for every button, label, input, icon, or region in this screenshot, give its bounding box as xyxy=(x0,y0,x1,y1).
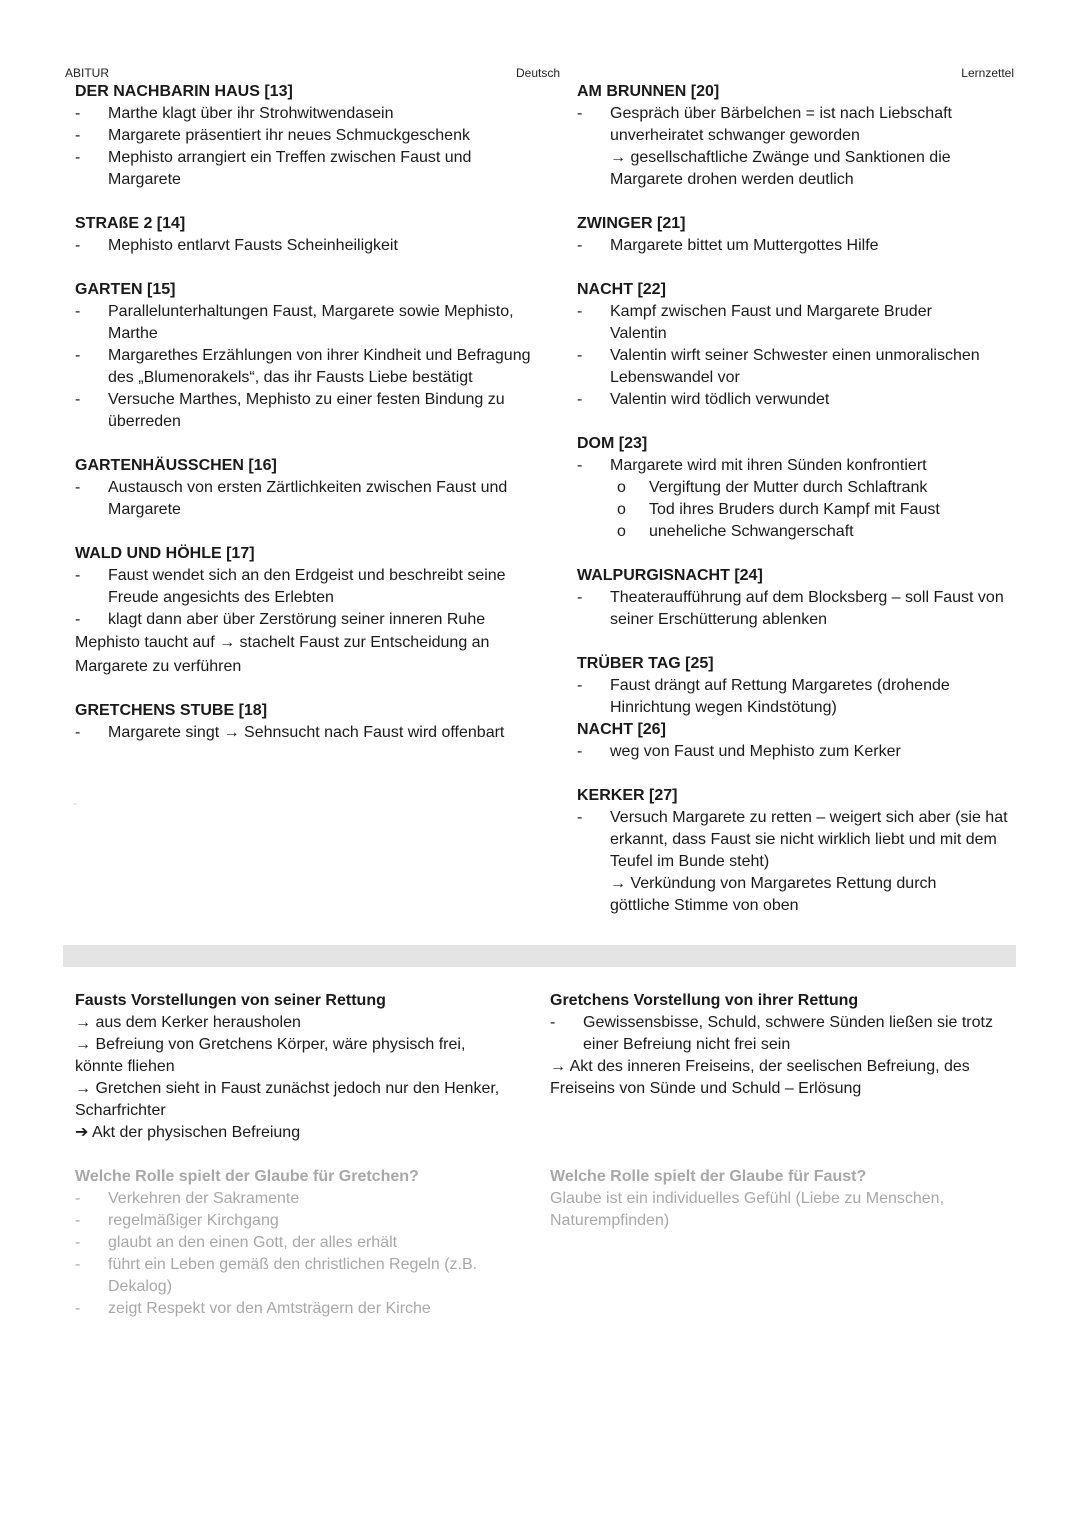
list-item: - Austausch von ersten Zärtlichkeiten zwischen Faust und Margarete xyxy=(75,479,508,518)
scene-title: WALD UND HÖHLE [17] xyxy=(75,545,255,562)
list-item: - Theateraufführung auf dem Blocksberg – soll Faust von seiner Erschütterung ablenken xyxy=(577,589,1004,628)
glaube-gretchen-block xyxy=(75,1166,525,1320)
header-center: Deutsch xyxy=(516,66,561,80)
list-item: - zeigt Respekt vor den Amtsträgern der Kirche xyxy=(75,1300,431,1317)
scene-15 xyxy=(75,279,555,433)
glaube-faust-block xyxy=(550,1166,970,1232)
block-line: Glaube ist ein individuelles Gefühl (Liebe zu Menschen, Naturempfinden) xyxy=(550,1190,945,1229)
list-item: - Valentin wirft seiner Schwester einen unmoralischen Lebenswandel vor xyxy=(577,347,980,386)
scene-title: AM BRUNNEN [20] xyxy=(577,83,720,100)
block-title: Gretchens Vorstellung von ihrer Rettung xyxy=(550,992,859,1009)
right-column xyxy=(577,81,1017,939)
block-title: Welche Rolle spielt der Glaube für Gretchen? xyxy=(75,1168,419,1185)
scene-23 xyxy=(577,433,1017,543)
block-title: Welche Rolle spielt der Glaube für Faust? xyxy=(550,1168,867,1185)
faust-rettung-block xyxy=(75,990,525,1144)
block-line: ➔ Akt der physischen Befreiung xyxy=(75,1124,301,1141)
scene-17 xyxy=(75,543,555,679)
list-item: - Gewissensbisse, Schuld, schwere Sünden ließen sie trotz einer Befreiung nicht frei sein xyxy=(550,1014,993,1053)
scene-26 xyxy=(577,719,1017,763)
list-item: - führt ein Leben gemäß den christlichen Regeln (z.B. Dekalog) xyxy=(75,1256,478,1295)
scene-27 xyxy=(577,785,1017,917)
list-item: - Margarete präsentiert ihr neues Schmuckgeschenk xyxy=(75,127,470,144)
list-item: - Parallelunterhaltungen Faust, Margarete sowie Mephisto, Marthe xyxy=(75,303,514,342)
list-item: - Margarete bittet um Muttergottes Hilfe xyxy=(577,237,879,254)
gretchen-rettung-block xyxy=(550,990,1005,1100)
scene-24 xyxy=(577,565,1017,631)
stray-mark: - xyxy=(73,796,77,810)
list-item: - Gespräch über Bärbelchen = ist nach Liebschaft unverheiratet schwanger geworden xyxy=(577,105,952,144)
section-divider xyxy=(63,945,1016,967)
list-item: - Margarete wird mit ihren Sünden konfrontiert xyxy=(577,457,927,474)
list-item: - Valentin wird tödlich verwundet xyxy=(577,391,830,408)
list-item: - Faust wendet sich an den Erdgeist und beschreibt seine Freude angesichts des Erlebten xyxy=(75,567,506,606)
list-item: - Kampf zwischen Faust und Margarete Bruder Valentin xyxy=(577,303,932,342)
scene-title: KERKER [27] xyxy=(577,787,678,804)
scene-title: GRETCHENS STUBE [18] xyxy=(75,702,268,719)
header-right: Lernzettel xyxy=(961,66,1014,80)
header-left: ABITUR xyxy=(65,66,110,80)
scene-title: GARTENHÄUSSCHEN [16] xyxy=(75,457,277,474)
scene-title: STRAßE 2 [14] xyxy=(75,215,186,232)
list-item: - glaubt an den einen Gott, der alles erhält xyxy=(75,1234,398,1251)
list-item: - Versuch Margarete zu retten – weigert sich aber (sie hat erkannt, dass Faust sie nicht wirklich liebt und mit dem Teufel im Bunde steht) xyxy=(577,809,1008,870)
block-line: → Befreiung von Gretchens Körper, wäre physisch frei, könnte fliehen xyxy=(75,1036,466,1075)
scene-25 xyxy=(577,653,1017,719)
scene-20 xyxy=(577,81,1017,191)
scene-title: ZWINGER [21] xyxy=(577,215,686,232)
list-item: - Versuche Marthes, Mephisto zu einer festen Bindung zu überreden xyxy=(75,391,505,430)
scene-title: NACHT [26] xyxy=(577,721,666,738)
list-item: - Margarethes Erzählungen von ihrer Kindheit und Befragung des „Blumenorakels“, das ihr Fausts Liebe bestätigt xyxy=(75,347,531,386)
block-line: → Gretchen sieht in Faust zunächst jedoch nur den Henker, Scharfrichter xyxy=(75,1080,500,1119)
sub-item: o Vergiftung der Mutter durch Schlaftrank xyxy=(617,479,928,496)
scene-18 xyxy=(75,700,555,744)
block-line: → Akt des inneren Freiseins, der seelischen Befreiung, des Freiseins von Sünde und Schuld – Erlösung xyxy=(550,1058,970,1097)
left-column xyxy=(75,81,555,766)
scene-22 xyxy=(577,279,1017,411)
scene-title: TRÜBER TAG [25] xyxy=(577,655,714,672)
scene-21 xyxy=(577,213,1017,257)
block-title: Fausts Vorstellungen von seiner Rettung xyxy=(75,992,386,1009)
list-item: - Verkehren der Sakramente xyxy=(75,1190,300,1207)
list-item: - Mephisto entlarvt Fausts Scheinheiligkeit xyxy=(75,237,398,254)
scene-title: WALPURGISNACHT [24] xyxy=(577,567,763,584)
sub-item: o Tod ihres Bruders durch Kampf mit Faust xyxy=(617,501,940,518)
list-item: - regelmäßiger Kirchgang xyxy=(75,1212,279,1229)
scene-title: GARTEN [15] xyxy=(75,281,176,298)
list-item: - Faust drängt auf Rettung Margaretes (drohende Hinrichtung wegen Kindstötung) xyxy=(577,677,950,716)
scene-note: Mephisto taucht auf → stachelt Faust zur Entscheidung an Margarete zu verführen xyxy=(75,634,490,675)
sub-item: o uneheliche Schwangerschaft xyxy=(617,523,854,540)
list-item: - Marthe klagt über ihr Strohwitwendasein xyxy=(75,105,394,122)
list-item: - klagt dann aber über Zerstörung seiner inneren Ruhe xyxy=(75,611,486,628)
list-item: - Margarete singt → Sehnsucht nach Faust wird offenbart xyxy=(75,724,505,741)
list-item: - Mephisto arrangiert ein Treffen zwischen Faust und Margarete xyxy=(75,149,472,188)
scene-title: DER NACHBARIN HAUS [13] xyxy=(75,83,293,100)
scene-16 xyxy=(75,455,555,521)
scene-title: DOM [23] xyxy=(577,435,648,452)
scene-title: NACHT [22] xyxy=(577,281,666,298)
list-item: - weg von Faust und Mephisto zum Kerker xyxy=(577,743,901,760)
block-line: → aus dem Kerker herausholen xyxy=(75,1014,301,1031)
scene-note: → gesellschaftliche Zwänge und Sanktionen die Margarete drohen werden deutlich xyxy=(610,149,951,188)
scene-note: → Verkündung von Margaretes Rettung durch göttliche Stimme von oben xyxy=(610,875,937,914)
scene-14 xyxy=(75,213,555,257)
scene-13 xyxy=(75,81,555,191)
